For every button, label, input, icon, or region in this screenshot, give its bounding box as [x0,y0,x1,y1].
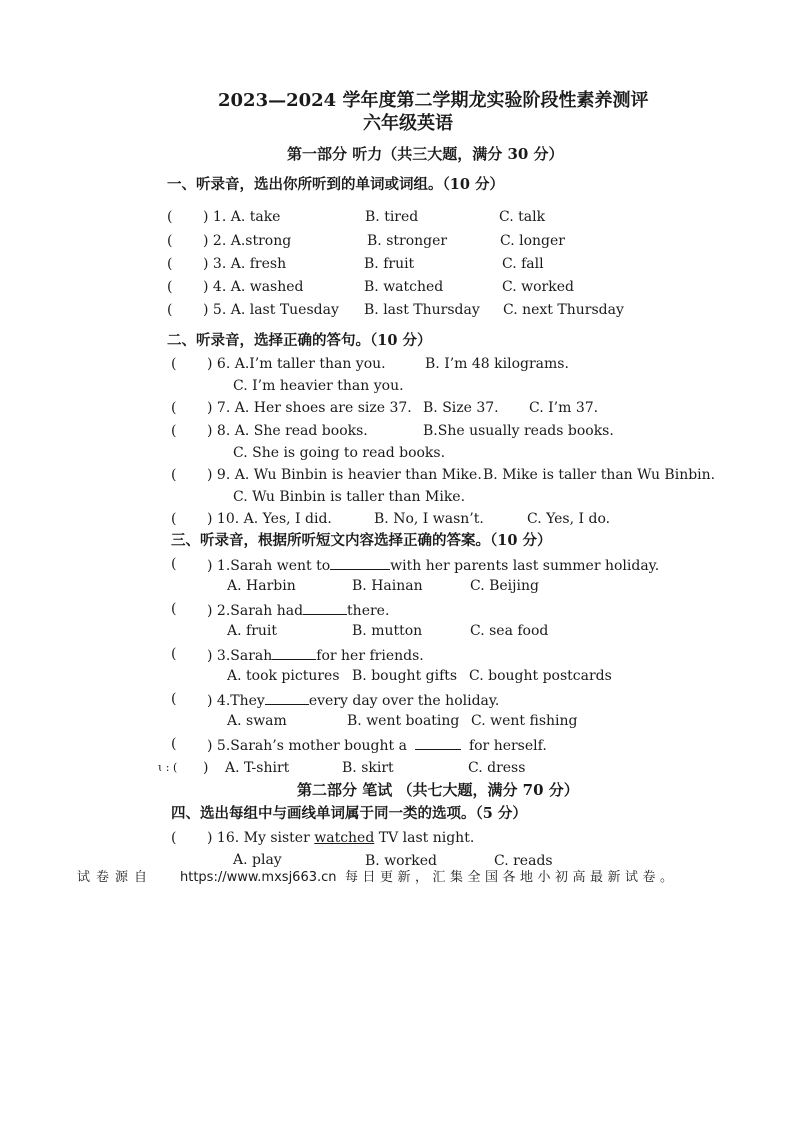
answer-paren[interactable]: ( [171,467,177,483]
q4-stem: ) 4.They every day over the holiday. [207,690,499,710]
option-c: C. longer [500,233,565,249]
answer-paren[interactable]: ( [171,646,177,662]
q3-option-a: A. took pictures [227,668,340,684]
option-a: ) 4. A. washed [203,279,304,295]
close-paren: ) [203,760,209,776]
blank[interactable] [330,555,390,570]
q3-option-b: B. bought gifts [352,668,458,684]
blank[interactable] [272,645,316,660]
option-a: ) 5. A. last Tuesday [203,302,339,318]
section2-heading: 二、听录音，选择正确的答句。（10 分） [167,332,432,349]
answer-paren[interactable]: ( [171,601,177,617]
q1-option-b: B. Hainan [352,578,423,594]
exam-subtitle: 六年级英语 [363,113,453,134]
section3-heading: 三、听录音，根据所听短文内容选择正确的答案。（10 分） [171,532,552,549]
option-c: C. worked [502,279,574,295]
q16-stem: ) 16. My sister watched TV last night. [207,830,475,846]
q5-stem: ) 5.Sarah’s mother bought a for herself. [207,735,547,755]
footer-note: 每日更新，汇集全国各地小初高最新试卷。 [345,870,678,885]
option-a: ) 2. A.strong [203,233,292,249]
option-c: C. talk [499,209,546,225]
q4-option-c: C. went fishing [471,713,578,729]
answer-paren[interactable]: ( [167,279,173,295]
answer-paren[interactable]: ( [171,830,177,846]
answer-paren[interactable]: ( [171,691,177,707]
q1-stem: ) 1.Sarah went to with her parents last summer holiday. [207,555,659,575]
q2-option-b: B. mutton [352,623,423,639]
q6-option-c: C. I’m heavier than you. [233,378,404,394]
q16-option-a: A. play [233,852,282,868]
option-c: C. fall [502,256,544,272]
option-c: C. next Thursday [503,302,624,318]
q3-stem: ) 3.Sarah for her friends. [207,645,424,665]
option-a: ) 3. A. fresh [203,256,287,272]
underlined-word: watched [314,830,375,846]
q10-option-a: ) 10. A. Yes, I did. [207,511,332,527]
option-b: B. stronger [367,233,448,249]
blank[interactable] [265,690,309,705]
q2-option-c: C. sea food [470,623,549,639]
q7-option-c: C. I’m 37. [529,400,599,416]
q7-option-b: B. Size 37. [423,400,499,416]
footer-url[interactable]: https://www.mxsj663.cn [180,870,337,885]
q10-option-b: B. No, I wasn’t. [374,511,484,527]
q5-option-a: A. T-shirt [225,760,290,776]
q10-option-c: C. Yes, I do. [527,511,611,527]
exam-title: 2023—2024 学年度第二学期龙实验阶段性素养测评 [218,90,649,111]
answer-paren[interactable]: ( [171,736,177,752]
section4-heading: 四、选出每组中与画线单词属于同一类的选项。（5 分） [171,805,527,822]
footer-source: 试卷源自 [77,870,154,885]
q4-option-b: B. went boating [347,713,460,729]
part2-heading: 第二部分 笔试 （共七大题，满分 70 分） [297,781,579,799]
q5-option-c: C. dress [468,760,526,776]
option-b: B. watched [364,279,444,295]
blank[interactable] [415,735,461,750]
option-b: B. tired [365,209,419,225]
part1-heading: 第一部分 听力（共三大题，满分 30 分） [287,145,564,163]
q3-option-c: C. bought postcards [469,668,612,684]
answer-paren[interactable]: ( [167,233,173,249]
q1-option-a: A. Harbin [227,578,296,594]
q7-option-a: ) 7. A. Her shoes are size 37. [207,400,412,416]
q1-option-c: C. Beijing [470,578,539,594]
q9-option-a: ) 9. A. Wu Binbin is heavier than Mike. [207,467,482,483]
option-b: B. fruit [364,256,415,272]
q2-option-a: A. fruit [227,623,278,639]
q16-option-c: C. reads [494,853,553,869]
q2-stem: ) 2.Sarah had there. [207,600,389,620]
q5-option-b: B. skirt [342,760,394,776]
q8-option-b: B.She usually reads books. [423,423,614,439]
q6-option-a: ) 6. A.I’m taller than you. [207,356,386,372]
q8-option-c: C. She is going to read books. [233,445,446,461]
answer-paren[interactable]: ( [167,209,173,225]
q16-option-b: B. worked [365,853,438,869]
option-b: B. last Thursday [364,302,480,318]
q8-option-a: ) 8. A. She read books. [207,423,368,439]
q9-option-b: B. Mike is taller than Wu Binbin. [483,467,716,483]
q6-option-b: B. I’m 48 kilograms. [425,356,569,372]
answer-paren[interactable]: ( [171,511,177,527]
answer-paren[interactable]: ( [167,302,173,318]
answer-paren[interactable]: ( [171,400,177,416]
option-a: ) 1. A. take [203,209,281,225]
blank[interactable] [303,600,347,615]
answer-paren[interactable]: ( [171,556,177,572]
answer-paren[interactable]: ( [167,256,173,272]
stray-mark: ɩ : ( [158,761,178,774]
answer-paren[interactable]: ( [171,356,177,372]
q4-option-a: A. swam [227,713,287,729]
section1-heading: 一、听录音，选出你所听到的单词或词组。（10 分） [167,176,504,193]
answer-paren[interactable]: ( [171,423,177,439]
q9-option-c: C. Wu Binbin is taller than Mike. [233,489,466,505]
